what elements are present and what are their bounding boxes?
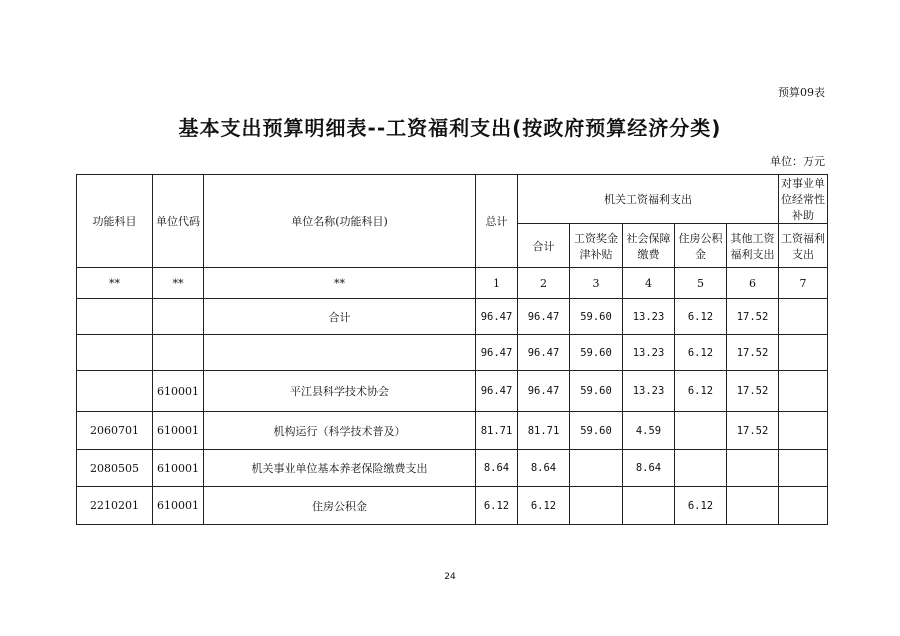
cell-total: 6.12 xyxy=(476,487,518,525)
cell-salary xyxy=(570,450,623,487)
index-cell: 1 xyxy=(476,268,518,299)
index-cell: 6 xyxy=(727,268,779,299)
cell-total: 96.47 xyxy=(476,371,518,412)
cell-subsidy xyxy=(779,412,828,450)
cell-total: 96.47 xyxy=(476,299,518,335)
header-sum: 合计 xyxy=(518,224,570,268)
table-row xyxy=(77,450,828,487)
header-agency-group: 机关工资福利支出 xyxy=(518,175,779,224)
cell-sum: 81.71 xyxy=(518,412,570,450)
cell-sum: 96.47 xyxy=(518,335,570,371)
cell-other xyxy=(727,450,779,487)
index-cell: ** xyxy=(204,268,476,299)
cell-name: 合计 xyxy=(204,299,476,335)
cell-housing: 6.12 xyxy=(675,335,727,371)
cell-salary: 59.60 xyxy=(570,412,623,450)
cell-other: 17.52 xyxy=(727,371,779,412)
cell-name: 住房公积金 xyxy=(204,487,476,525)
table-row xyxy=(77,412,828,450)
budget-table xyxy=(76,174,828,525)
header-subsidy-group: 对事业单位经常性补助 xyxy=(779,175,828,224)
index-row xyxy=(77,268,828,299)
cell-other: 17.52 xyxy=(727,335,779,371)
cell-subsidy xyxy=(779,335,828,371)
cell-name: 机关事业单位基本养老保险缴费支出 xyxy=(204,450,476,487)
index-cell: 7 xyxy=(779,268,828,299)
header-row-1 xyxy=(77,175,828,224)
cell-code xyxy=(153,299,204,335)
table-row xyxy=(77,371,828,412)
cell-func: 2060701 xyxy=(77,412,153,450)
cell-subsidy xyxy=(779,487,828,525)
cell-sum: 6.12 xyxy=(518,487,570,525)
index-cell: ** xyxy=(153,268,204,299)
cell-salary xyxy=(570,487,623,525)
cell-name xyxy=(204,335,476,371)
cell-func xyxy=(77,335,153,371)
index-cell: ** xyxy=(77,268,153,299)
header-housing: 住房公积金 xyxy=(675,224,727,268)
index-cell: 4 xyxy=(623,268,675,299)
table-row xyxy=(77,487,828,525)
cell-total: 8.64 xyxy=(476,450,518,487)
header-subsidy-salary: 工资福利支出 xyxy=(779,224,828,268)
cell-subsidy xyxy=(779,450,828,487)
cell-func xyxy=(77,299,153,335)
unit-label: 单位：万元 xyxy=(770,155,825,168)
cell-social: 4.59 xyxy=(623,412,675,450)
page-title: 基本支出预算明细表--工资福利支出(按政府预算经济分类) xyxy=(178,116,722,140)
cell-housing: 6.12 xyxy=(675,371,727,412)
cell-subsidy xyxy=(779,371,828,412)
cell-salary: 59.60 xyxy=(570,335,623,371)
index-cell: 2 xyxy=(518,268,570,299)
cell-social: 13.23 xyxy=(623,371,675,412)
header-salary: 工资奖金津补贴 xyxy=(570,224,623,268)
header-social: 社会保障缴费 xyxy=(623,224,675,268)
header-unit-code: 单位代码 xyxy=(153,175,204,268)
cell-func xyxy=(77,371,153,412)
cell-code: 610001 xyxy=(153,487,204,525)
table-row xyxy=(77,335,828,371)
cell-sum: 96.47 xyxy=(518,299,570,335)
cell-sum: 8.64 xyxy=(518,450,570,487)
cell-total: 96.47 xyxy=(476,335,518,371)
cell-subsidy xyxy=(779,299,828,335)
cell-social: 13.23 xyxy=(623,299,675,335)
index-cell: 5 xyxy=(675,268,727,299)
cell-housing: 6.12 xyxy=(675,487,727,525)
cell-housing xyxy=(675,450,727,487)
cell-housing: 6.12 xyxy=(675,299,727,335)
header-total: 总计 xyxy=(476,175,518,268)
cell-func: 2210201 xyxy=(77,487,153,525)
cell-salary: 59.60 xyxy=(570,371,623,412)
cell-salary: 59.60 xyxy=(570,299,623,335)
cell-code: 610001 xyxy=(153,450,204,487)
cell-sum: 96.47 xyxy=(518,371,570,412)
table-row-total xyxy=(77,299,828,335)
cell-code xyxy=(153,335,204,371)
header-other: 其他工资福利支出 xyxy=(727,224,779,268)
cell-social: 13.23 xyxy=(623,335,675,371)
cell-code: 610001 xyxy=(153,412,204,450)
header-unit-name: 单位名称(功能科目) xyxy=(204,175,476,268)
cell-name: 机构运行（科学技术普及） xyxy=(204,412,476,450)
cell-func: 2080505 xyxy=(77,450,153,487)
cell-total: 81.71 xyxy=(476,412,518,450)
cell-name: 平江县科学技术协会 xyxy=(204,371,476,412)
header-func-subject: 功能科目 xyxy=(77,175,153,268)
cell-housing xyxy=(675,412,727,450)
index-cell: 3 xyxy=(570,268,623,299)
cell-code: 610001 xyxy=(153,371,204,412)
cell-other: 17.52 xyxy=(727,299,779,335)
cell-other xyxy=(727,487,779,525)
cell-social xyxy=(623,487,675,525)
form-number: 预算09表 xyxy=(778,86,825,99)
cell-social: 8.64 xyxy=(623,450,675,487)
cell-other: 17.52 xyxy=(727,412,779,450)
page-number: 24 xyxy=(444,572,456,582)
